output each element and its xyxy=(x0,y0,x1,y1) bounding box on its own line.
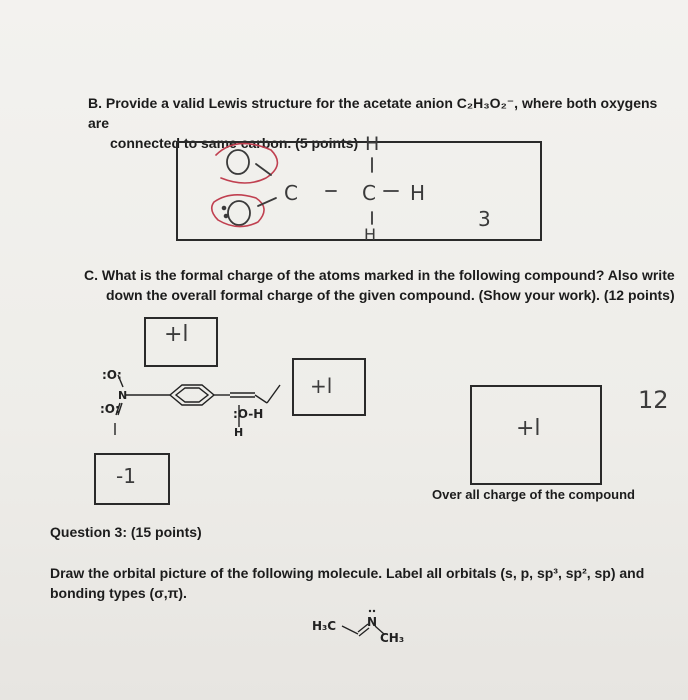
hydroxyl-group: :O-H xyxy=(233,407,264,421)
acetate-lewis-drawing xyxy=(176,120,546,245)
question-c-score: 12 xyxy=(638,386,669,414)
question-b-line1: B. Provide a valid Lewis structure for the acetate anion C₂H₃O₂⁻, where both oxygens are xyxy=(88,95,658,131)
hydroxyl-hydrogen: H xyxy=(234,426,244,439)
overall-charge-label: Over all charge of the compound xyxy=(432,487,635,502)
charge-answer-right: +l xyxy=(310,374,333,398)
overall-charge-answer: +l xyxy=(516,416,541,441)
hydrogen-right-label: H xyxy=(410,181,426,205)
hydrogen-bottom-label: H xyxy=(364,225,377,244)
nitro-oxygen-bottom: :O: xyxy=(100,402,120,416)
question-3-body xyxy=(50,563,670,603)
question-c-line1: C. What is the formal charge of the atoms marked in the following compound? Also write xyxy=(84,267,675,283)
carbon-1-label: C xyxy=(284,181,298,205)
hydrogen-top-label: H xyxy=(365,133,380,155)
question-3-title: Question 3: (15 points) xyxy=(50,524,202,540)
question-b-line2: connected to same carbon. (5 points) xyxy=(110,135,359,151)
question-b-score: 3 xyxy=(478,207,491,231)
compound-structure xyxy=(90,355,300,445)
question-3-line2: bonding types (σ,π). xyxy=(50,585,187,601)
methyl-left: H₃C xyxy=(312,619,337,633)
imine-nitrogen: N xyxy=(367,615,378,629)
charge-answer-bottom-left: -1 xyxy=(116,464,136,488)
imine-structure xyxy=(312,608,432,658)
question-3-line1: Draw the orbital picture of the following molecule. Label all orbitals (s, p, sp³, sp², sp) and xyxy=(50,565,645,581)
nitro-oxygen-top: :O: xyxy=(102,368,122,382)
methyl-right: CH₃ xyxy=(380,631,405,645)
charge-answer-top-left: +l xyxy=(164,322,189,347)
question-c-line2: down the overall formal charge of the given compound. (Show your work). (12 points) xyxy=(106,287,675,303)
question-c xyxy=(84,265,684,305)
carbon-2-label: C xyxy=(362,181,376,205)
nitro-nitrogen: N xyxy=(118,389,128,402)
